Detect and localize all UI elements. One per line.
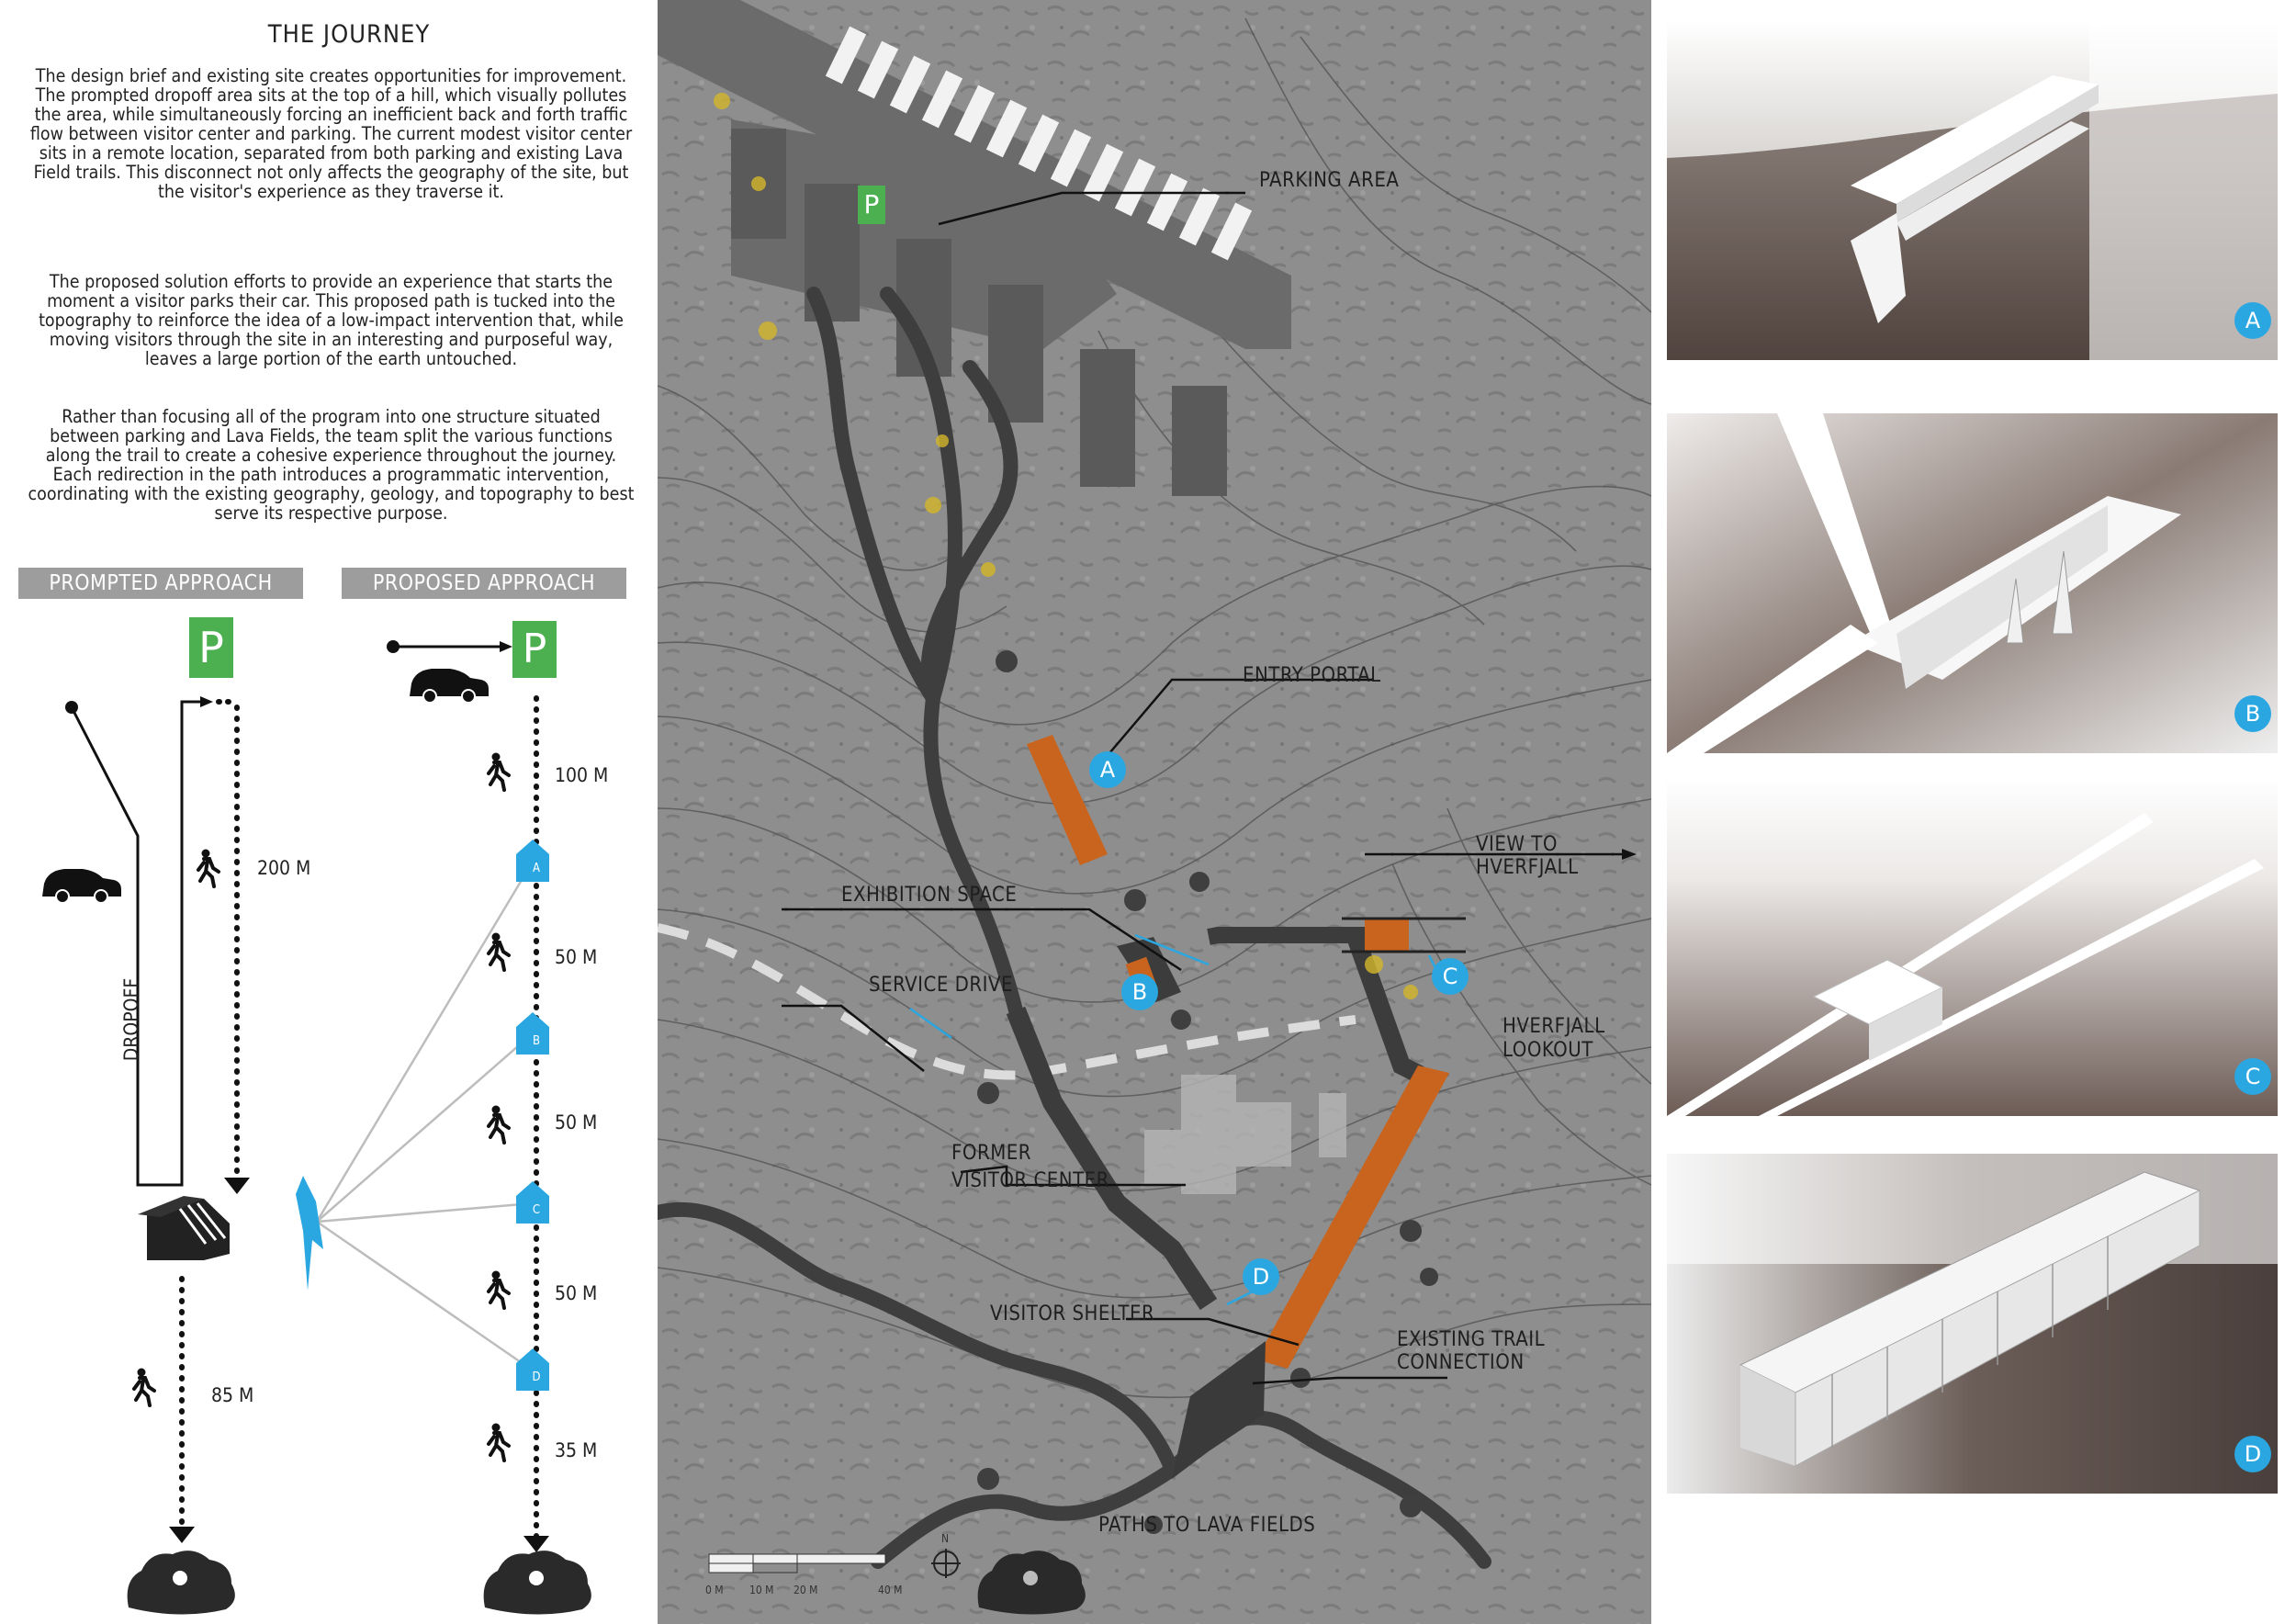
proposed-approach-label: PROPOSED APPROACH — [342, 568, 626, 599]
label-paths-to-lava-fields: PATHS TO LAVA FIELDS — [1098, 1514, 1316, 1537]
prompted-approach-label: PROMPTED APPROACH — [18, 568, 303, 599]
paragraph-existing-site: The design brief and existing site creates opportunities for improvement. The prompted dropoff area sits at the top of a hill, which visually pollutes the area, while simultaneously forcing an inefficient back and forth traffic flow between visitor center and parking. The current modest visitor center sits in a remote location, separated from both parking and existing Lava Field trails. This disconnect not only affects the geography of the site, but the visitor's experience as they traverse it. — [29, 65, 633, 202]
map-marker-d: D — [1243, 1258, 1279, 1295]
render-badge-c: C — [2234, 1058, 2271, 1095]
label-view-to-1: VIEW TO — [1476, 833, 1558, 856]
scale-label-20: 20 M — [793, 1584, 818, 1596]
proposed-distance-5: 35 M — [555, 1439, 598, 1461]
label-trail-1: EXISTING TRAIL — [1397, 1328, 1546, 1351]
label-hverfjall-2: LOOKOUT — [1503, 1039, 1593, 1062]
map-marker-c: C — [1432, 958, 1469, 995]
stop-d-letter: D — [532, 1370, 541, 1384]
prompted-distance-1: 200 M — [257, 857, 311, 879]
render-panel-c — [1667, 776, 2278, 1116]
label-visitor-shelter: VISITOR SHELTER — [990, 1303, 1155, 1325]
prompted-distance-2: 85 M — [211, 1384, 254, 1406]
proposed-distance-2: 50 M — [555, 946, 598, 968]
label-parking-area: PARKING AREA — [1259, 169, 1400, 192]
walker-icon — [134, 1369, 154, 1406]
render-badge-b: B — [2234, 695, 2271, 732]
lava-rock-icon — [128, 1551, 235, 1614]
render-panel-b — [1667, 413, 2278, 753]
label-trail-2: CONNECTION — [1397, 1351, 1525, 1374]
stop-b-letter: B — [532, 1034, 541, 1048]
prompted-parking-sign: P — [189, 617, 233, 678]
stop-c-icon — [516, 1181, 549, 1224]
scale-label-10: 10 M — [749, 1584, 774, 1596]
render-badge-a: A — [2234, 302, 2271, 339]
proposed-distance-3: 50 M — [555, 1111, 598, 1133]
walker-icon — [198, 850, 219, 887]
label-entry-portal: ENTRY PORTAL — [1243, 664, 1381, 687]
label-hverfjall-1: HVERFJALL — [1503, 1015, 1605, 1038]
lava-rock-icon — [484, 1551, 591, 1614]
north-label: N — [941, 1532, 950, 1545]
render-panel-d — [1667, 1154, 2278, 1494]
dropoff-label: DROPOFF — [120, 977, 142, 1062]
render-panel-a — [1667, 20, 2278, 360]
stop-c-letter: C — [532, 1203, 541, 1217]
hverfjall-lookout-structure — [1365, 919, 1409, 952]
map-marker-a: A — [1089, 751, 1126, 788]
car-icon — [42, 869, 121, 903]
scale-label-0: 0 M — [705, 1584, 724, 1596]
car-icon — [410, 669, 489, 703]
proposed-distance-4: 50 M — [555, 1282, 598, 1304]
render-badge-d: D — [2234, 1436, 2271, 1472]
stop-d-icon — [516, 1348, 549, 1391]
visitor-center-icon — [138, 1196, 230, 1260]
proposed-distance-1: 100 M — [555, 764, 609, 786]
stop-a-icon — [516, 840, 549, 882]
site-plan-map — [658, 0, 1651, 1624]
label-service-drive: SERVICE DRIVE — [869, 974, 1013, 997]
map-parking-sign: P — [858, 186, 885, 224]
dropoff-route — [65, 696, 213, 1185]
shelter-blade-icon — [296, 1176, 323, 1291]
label-former-1: FORMER — [951, 1142, 1032, 1165]
stop-b-icon — [516, 1012, 549, 1054]
proposed-parking-sign: P — [512, 621, 557, 678]
label-former-2: VISITOR CENTER — [951, 1169, 1109, 1192]
label-view-to-2: HVERFJALL — [1476, 856, 1579, 879]
paragraph-proposed-solution: The proposed solution efforts to provide an experience that starts the moment a visitor parks their car. This proposed path is tucked into the topography to reinforce the idea of a low-impact intervention that, while moving visitors through the site in an interesting and purposeful way, leaves a large portion of the earth untouched. — [39, 271, 624, 369]
stop-a-letter: A — [533, 862, 540, 875]
label-exhibition-space: EXHIBITION SPACE — [841, 884, 1018, 907]
map-marker-b: B — [1121, 974, 1158, 1010]
paragraph-program-split: Rather than focusing all of the program into one structure situated between parking and Lava Fields, the team split the various functions along the trail to create a cohesive experience throughout the journey. Each redirection in the path introduces a programmatic intervention, coordinating with the existing geography, geology, and topography to best serve its respective purpose. — [28, 406, 635, 524]
page-title: THE JOURNEY — [267, 20, 431, 49]
scale-label-40: 40 M — [878, 1584, 903, 1596]
